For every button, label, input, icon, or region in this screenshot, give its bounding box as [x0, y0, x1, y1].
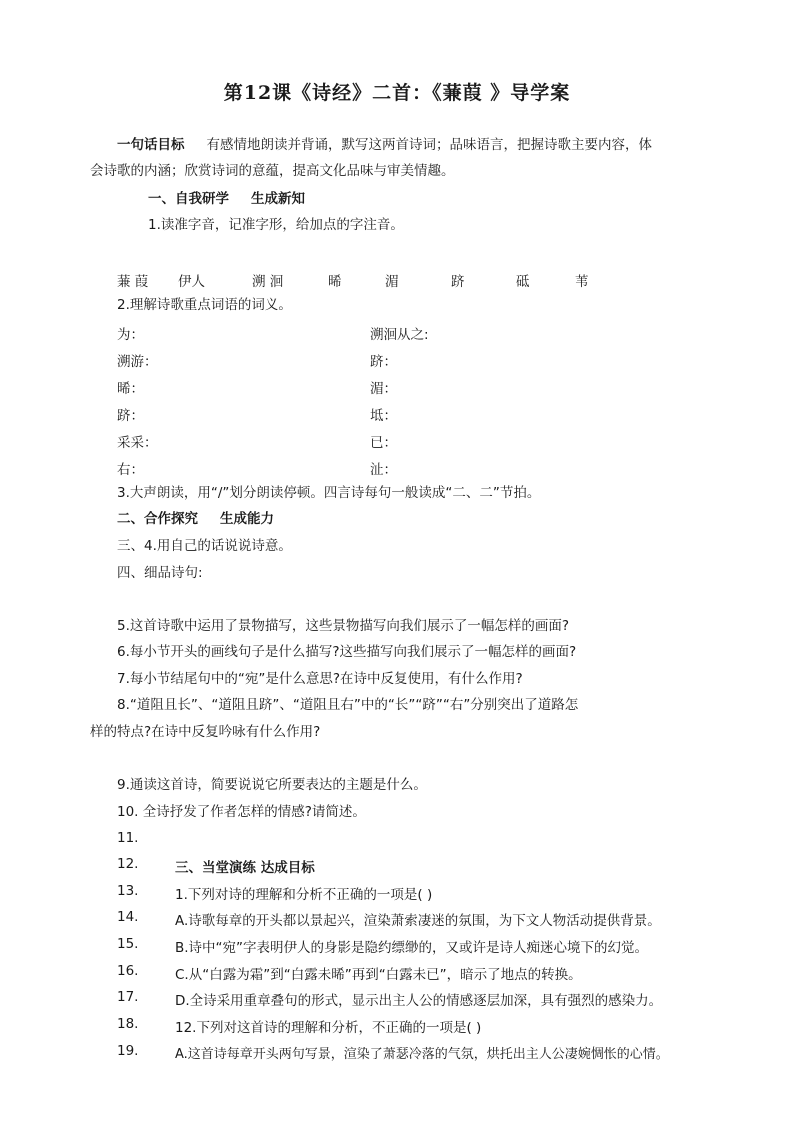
- section-4-heading: 四、细品诗句:: [117, 565, 203, 581]
- list-number: 18.: [117, 1016, 139, 1032]
- question-8-line-1: 8.“道阻且长”、“道阻且跻”、“道阻且右”中的“长”“跻”“右”分别突出了道路怎: [117, 697, 579, 713]
- vocab-left: 为：: [117, 327, 144, 343]
- char-item: 溯 洄: [252, 274, 284, 290]
- list-number: 11.: [117, 830, 139, 846]
- section-2-title: 二、合作探究: [117, 511, 198, 527]
- char-item: 砥: [516, 274, 530, 290]
- goal-label: 一句话目标: [117, 137, 185, 153]
- section-1-title: 一、自我研学: [148, 191, 229, 207]
- question-5: 5.这首诗歌中运用了景物描写，这些景物描写向我们展示了一幅怎样的画面?: [117, 618, 570, 634]
- list-number: 19.: [117, 1043, 139, 1059]
- vocab-right: 已：: [370, 435, 397, 451]
- page-title: 第12课《诗经》二首：《蒹葭 》导学案: [223, 82, 571, 104]
- list-item: A.诗歌每章的开头都以景起兴，渲染萧索凄迷的氛围，为下文人物活动提供背景。: [175, 913, 661, 929]
- vocab-left: 溯游：: [117, 354, 158, 370]
- char-item: 苇: [575, 274, 589, 290]
- vocab-right: 沚：: [370, 462, 397, 478]
- list-item: C.从“白露为霜”到“白露未晞”再到“白露未已”，暗示了地点的转换。: [175, 967, 582, 983]
- goal-text-1: 有感情地朗读并背诵，默写这两首诗词；品味语言，把握诗歌主要内容，体: [206, 137, 652, 153]
- vocab-left: 晞：: [117, 381, 144, 397]
- char-item: 晞: [328, 274, 342, 290]
- question-8-line-2: 样的特点?在诗中反复吟咏有什么作用?: [90, 724, 321, 740]
- question-10: 10. 全诗抒发了作者怎样的情感?请简述。: [117, 804, 366, 820]
- list-number: 17.: [117, 989, 139, 1005]
- list-number: 13.: [117, 883, 139, 899]
- list-item: 1.下列对诗的理解和分析不正确的一项是( ): [175, 887, 433, 903]
- goal-line-2: 会诗歌的内涵；欣赏诗词的意蕴，提高文化品味与审美情趣。: [90, 163, 455, 179]
- list-number: 14.: [117, 909, 139, 925]
- question-7: 7.每小节结尾句中的“宛”是什么意思?在诗中反复使用，有什么作用?: [117, 671, 523, 687]
- list-number: 15.: [117, 936, 139, 952]
- list-item: 12.下列对这首诗的理解和分析，不正确的一项是( ): [175, 1020, 482, 1036]
- char-item: 伊人: [178, 274, 205, 290]
- char-item: 跻: [451, 274, 465, 290]
- section-1-subtitle: 生成新知: [251, 191, 305, 207]
- vocab-left: 采采：: [117, 435, 158, 451]
- section-2-subtitle: 生成能力: [220, 511, 274, 527]
- list-number: 16.: [117, 963, 139, 979]
- section-3-heading: 三、当堂演练 达成目标: [175, 860, 315, 876]
- vocab-left: 右：: [117, 462, 144, 478]
- question-9: 9.通读这首诗，简要说说它所要表达的主题是什么。: [117, 777, 427, 793]
- question-3: 3.大声朗读，用“/”划分朗读停顿。四言诗每句一般读成“二、二”节拍。: [117, 485, 541, 501]
- question-4: 三、4.用自己的话说说诗意。: [117, 538, 292, 554]
- char-item: 蒹 葭: [117, 274, 149, 290]
- vocab-right: 湄：: [370, 381, 397, 397]
- vocab-left: 跻：: [117, 408, 144, 424]
- question-2: 2.理解诗歌重点词语的词义。: [117, 297, 292, 313]
- section-2-heading: [117, 510, 274, 528]
- list-item: B.诗中“宛”字表明伊人的身影是隐约缥缈的，又或许是诗人痴迷心境下的幻觉。: [175, 940, 649, 956]
- list-item: D.全诗采用重章叠句的形式，显示出主人公的情感逐层加深，具有强烈的感染力。: [175, 993, 663, 1009]
- list-item: A.这首诗每章开头两句写景，渲染了萧瑟冷落的气氛，烘托出主人公凄婉惆怅的心情。: [175, 1047, 669, 1062]
- goal-line-1: [117, 136, 652, 154]
- question-6: 6.每小节开头的画线句子是什么描写?这些描写向我们展示了一幅怎样的画面?: [117, 644, 577, 660]
- vocab-right: 跻：: [370, 354, 397, 370]
- vocab-right: 溯洄从之:: [370, 327, 429, 343]
- list-number: 12.: [117, 856, 139, 872]
- section-1-heading: [148, 190, 305, 208]
- vocab-right: 坻：: [370, 408, 397, 424]
- char-item: 湄: [385, 274, 399, 290]
- question-1: 1.读准字音，记准字形，给加点的字注音。: [148, 217, 404, 233]
